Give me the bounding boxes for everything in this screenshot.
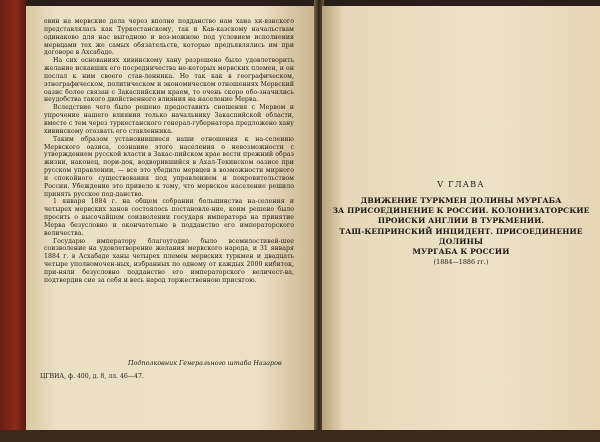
- archive-reference: ЦГВИА, ф. 400, д. 8, лл. 46—47.: [40, 373, 144, 380]
- chapter-title-line: ТАШ-КЕПРИНСКИЙ ИНЦИДЕНТ. ПРИСОЕДИНЕНИЕ ДОЛИНЫ: [339, 226, 583, 246]
- chapter-number: V ГЛАВА: [437, 179, 485, 189]
- paragraph: Государю императору благоугодно было всемилостивей-шее соизволение на удовлетворение желания мервского народа, и 31 января 1884 г. в Асхабаде ханы четырех племен мервских туркмен и двадцать четыре уполномочен-ных, избранных по одному от каждых 2000 кибиток, при-няли безусловно подданство его императорского величест-ва, подтвердив сие за себя и весь народ торжественною присягою.: [44, 237, 294, 284]
- paragraph: евин на мервские дела через вполне подданство нам хана хи-вэнского представлялась как Туркестанскому, так и Кав-казскому начальствам одинаково для нас выгодною и воз-можною под условием исполнения мервцами тех же самых обязательств, которые предъявлялись им при договоре в Ахсабаде.: [44, 18, 294, 57]
- right-page: [322, 6, 600, 434]
- book-bottom-edge: [0, 430, 600, 442]
- paragraph: Таким образом установившиеся наши отношения к на-селению Мервского оазиса, сознание этого населения о невозможности с утверждением русской власти в Закас-пийском крае вести прежний образ жизни, наконец, пори-док, водворившийся в Ахал-Текинском оазисе при русском управлении, — все это убедило мервцев в возможности мирного и спокойного существования под управлением и покровительством России. Убеждение это привело к тому, что мервское население решило принять русское под-данство.: [44, 135, 294, 198]
- chapter-title-line: ПРОИСКИ АНГЛИИ В ТУРКМЕНИИ.: [377, 216, 545, 226]
- paragraph: На сих основаниях хивинскому хану разрешено было удовлетворить желание искавших его посредничества не-которых мервских племен, и он послал к ним своего став-ленника. Но так как в географическом, этнографическом, политическом и экономическом отношениях Мервский оазис более связан с Закаспийским краем, то очень скоро обо-значились неудобства такого двойственного влияния на население Мерва.: [44, 57, 294, 104]
- paragraph: 1 января 1884 г. на общем собрании большинства на-селения и четырех мервских ханов состоялось постановле-ние, коим решено было просить о высочайшем соизволении государя императора на принятие Мерва безусловно и окончательно в подданство его императорского величества.: [44, 198, 294, 237]
- book-cover-edge: [0, 0, 26, 442]
- chapter-title: [326, 196, 596, 257]
- chapter-heading: [326, 179, 596, 266]
- left-page: [26, 6, 316, 434]
- chapter-years: (1884—1886 гг.): [433, 258, 489, 267]
- chapter-title-line: ЗА ПРИСОЕДИНЕНИЕ К РОССИИ. КОЛОНИЗАТОРСКИЕ: [332, 206, 590, 216]
- signature-line: Подполковник Генерального штаба Назаров: [128, 359, 282, 367]
- paragraph: Вследствие чего было решено предоставить сношения с Мервом и упрочение нашего влияния только начальнику Закаспийской области, вместе с тем через туркестанского генерал-губернатора предложено хану хивинскому отозвать его ставленника.: [44, 104, 294, 135]
- chapter-title-line: МУРГАБА К РОССИИ: [412, 247, 510, 257]
- left-page-text: [44, 18, 294, 285]
- chapter-title-line: ДВИЖЕНИЕ ТУРКМЕН ДОЛИНЫ МУРГАБА: [360, 196, 562, 205]
